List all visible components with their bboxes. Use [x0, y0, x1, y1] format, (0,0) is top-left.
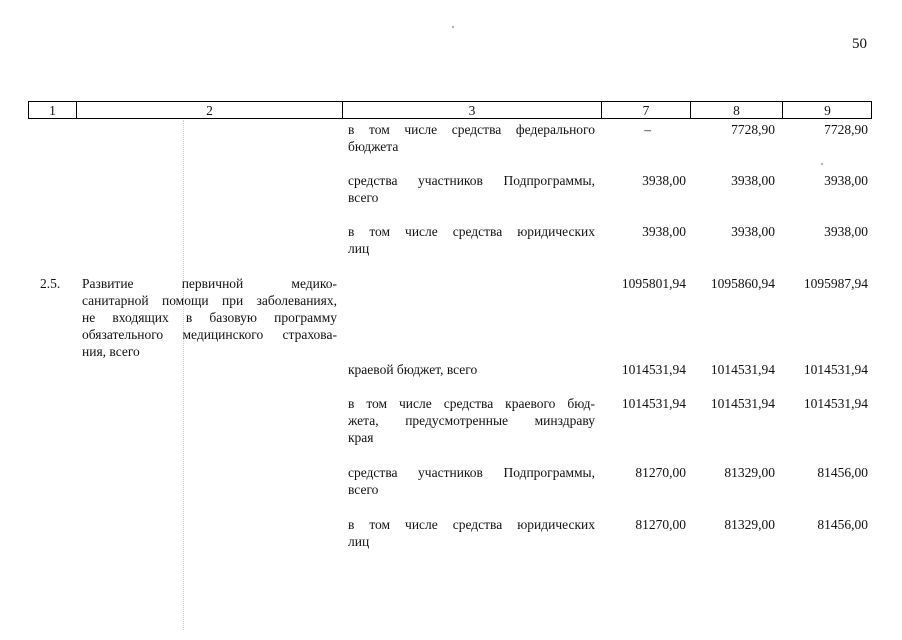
row-description-line: бюджета [348, 139, 399, 154]
value-col-8: 1014531,94 [710, 396, 775, 411]
row-description-line: краевой бюджет, всего [348, 362, 478, 377]
value-col-7: 3938,00 [642, 224, 686, 239]
value-col-9: 1014531,94 [803, 396, 868, 411]
value-col-7: 1014531,94 [621, 362, 686, 377]
value-col-8: 81329,00 [724, 465, 775, 480]
row-title-line: не входящих в базовую программу [82, 310, 337, 325]
scan-speck [452, 26, 454, 28]
row-description-line: средства участников Подпрограммы, [348, 173, 595, 188]
value-col-8: 1095860,94 [710, 276, 775, 291]
header-col-9: 9 [824, 103, 831, 118]
page-number: 50 [852, 36, 867, 52]
value-col-9: 3938,00 [824, 173, 868, 188]
table-header [28, 101, 872, 119]
row-description-line: в том числе средства краевого бюд- [348, 396, 595, 411]
value-col-9: 7728,90 [824, 122, 868, 137]
value-col-7: 1095801,94 [621, 276, 686, 291]
header-col-7: 7 [602, 102, 691, 118]
header-col-3: 3 [343, 102, 602, 118]
value-col-9: 1014531,94 [803, 362, 868, 377]
scan-artifact-line [183, 120, 184, 630]
row-description-line: жета, предусмотренные минздраву [348, 413, 595, 428]
header-col-1: 1 [29, 102, 77, 118]
row-number: 2.5. [40, 276, 61, 291]
row-title-line: санитарной помощи при заболеваниях, [82, 293, 337, 308]
value-col-7: 81270,00 [635, 517, 686, 532]
value-col-7: 81270,00 [635, 465, 686, 480]
value-col-9: 81456,00 [817, 517, 868, 532]
row-description-line: лиц [348, 534, 370, 549]
row-description-line: в том числе средства федерального [348, 122, 595, 137]
header-col-2: 2 [77, 102, 343, 118]
row-title-line: Развитие первичной медико- [82, 276, 337, 291]
row-description-line: лиц [348, 241, 370, 256]
row-description-line: всего [348, 482, 379, 497]
scan-speck [821, 163, 823, 165]
row-description-line: в том числе средства юридических [348, 224, 595, 239]
value-col-8: 3938,00 [731, 173, 775, 188]
value-col-7: 3938,00 [642, 173, 686, 188]
row-title-line: ния, всего [82, 344, 140, 359]
value-col-8: 3938,00 [731, 224, 775, 239]
value-col-9: 3938,00 [824, 224, 868, 239]
value-col-9: 81456,00 [817, 465, 868, 480]
header-col-8: 8 [691, 102, 783, 118]
value-col-9: 1095987,94 [803, 276, 868, 291]
value-col-7: 1014531,94 [621, 396, 686, 411]
row-description-line: края [348, 430, 374, 445]
value-col-8: 81329,00 [724, 517, 775, 532]
row-description-line: всего [348, 190, 379, 205]
value-col-8: 1014531,94 [710, 362, 775, 377]
value-col-8: 7728,90 [731, 122, 775, 137]
value-col-7: – [644, 122, 651, 137]
row-description-line: в том числе средства юридических [348, 517, 595, 532]
row-title-line: обязательного медицинского страхова- [82, 327, 337, 342]
row-description-line: средства участников Подпрограммы, [348, 465, 595, 480]
